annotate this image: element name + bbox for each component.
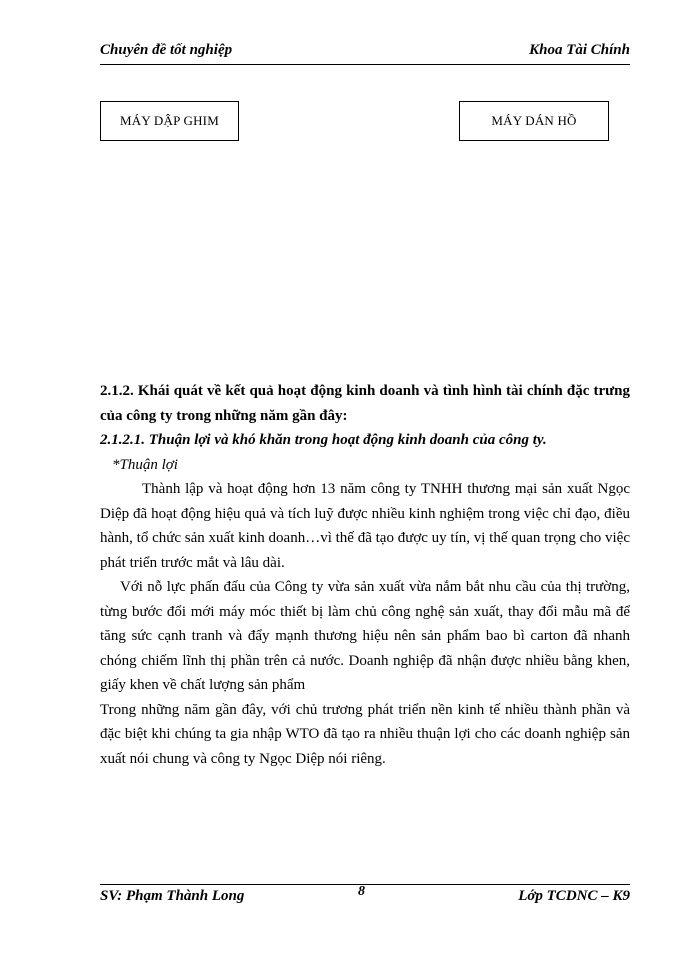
advantages-label: *Thuận lợi [112,456,178,473]
footer-class: Lớp TCDNC – K9 [518,888,630,904]
paragraph-2: Với nỗ lực phấn đấu của Công ty vừa sản xuất vừa nắm bắt nhu cầu của thị trường, từng bước đổi mới máy móc thiết bị làm chủ công nghệ sản xuất, thay đổi mẫu mã để tăng sức cạnh tranh và đẩy mạnh thương hiệu nên sản phẩm bao bì carton đã nhanh chóng chiếm lĩnh thị phần trên cả nước. Doanh nghiệp đã nhận được nhiều bằng khen, giấy khen về chất lượng sản phẩm [100,579,630,693]
subsection-heading: 2.1.2.1. Thuận lợi và khó khăn trong hoạt động kinh doanh của công ty. [100,432,547,448]
document-body [100,379,630,771]
paragraph-3: Trong những năm gần đây, với chủ trương phát triển nền kinh tế nhiều thành phần và đặc biệt khi chúng ta gia nhập WTO đã tạo ra nhiều thuận lợi cho các doanh nghiệp sản xuất nói chung và công ty Ngọc Diệp nói riêng. [100,701,630,767]
section-heading: 2.1.2. Khái quát về kết quả hoạt động kinh doanh và tình hình tài chính đặc trưng của công ty trong những năm gần đây: [100,383,630,424]
header-title-right: Khoa Tài Chính [529,42,630,58]
page-header [100,42,630,65]
page-number: 8 [358,884,365,899]
diagram-box-stapler: MÁY DẬP GHIM [100,101,239,141]
header-title-left: Chuyên đề tốt nghiệp [100,42,233,58]
page-footer [100,884,630,909]
paragraph-1: Thành lập và hoạt động hơn 13 năm công ty TNHH thương mại sản xuất Ngọc Diệp đã hoạt động hiệu quả và tích luỹ được nhiều kinh nghiệm trong việc chỉ đạo, điều hành, tổ chức sản xuất kinh doanh…vì thế đã tạo được uy tín, vị thế quan trọng cho việc phát triển trước mắt và lâu dài. [100,481,630,571]
diagram-box-glue-machine: MÁY DÁN HỒ [459,101,609,141]
footer-student: SV: Phạm Thành Long [100,888,245,904]
